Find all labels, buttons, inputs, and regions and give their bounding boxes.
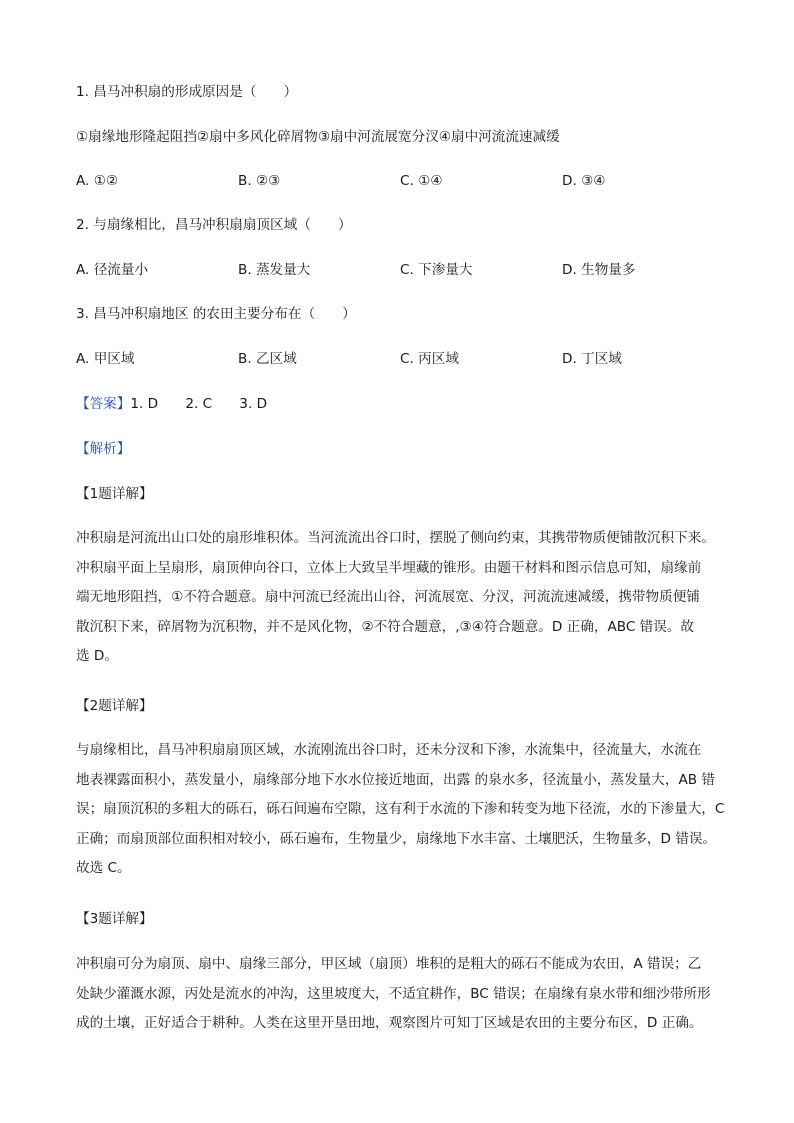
detail-1-line: 冲积扇是河流出山口处的扇形堆积体。当河流流出谷口时，摆脱了侧向约束，其携带物质便铺散沉积下来。 <box>76 530 715 546</box>
question-1-option-c: C. ①④ <box>400 173 443 189</box>
detail-2-line: 误；扇顶沉积的多粗大的砾石，砾石间遍布空隙，这有利于水流的下渗和转变为地下径流，水的下渗量大，C <box>76 801 725 818</box>
question-2-stem: 2. 与扇缘相比，昌马冲积扇扇顶区域（ ） <box>76 217 352 233</box>
detail-2-heading: 【2题详解】 <box>76 698 153 714</box>
detail-1-line: 选 D。 <box>76 648 118 665</box>
detail-3-line: 冲积扇可分为扇顶、扇中、扇缘三部分，甲区域（扇顶）堆积的是粗大的砾石不能成为农田，A 错误；乙 <box>76 956 702 972</box>
question-2-option-b: B. 蒸发量大 <box>238 262 311 278</box>
detail-3-line: 处缺少灌溉水源，丙处是流水的冲沟，这里坡度大，不适宜耕作，BC 错误；在扇缘有泉水带和细沙带所形 <box>76 985 711 1002</box>
detail-1-line: 散沉积下来，碎屑物为沉积物，并不是风化物，②不符合题意，,③④符合题意。D 正确，ABC 错误。故 <box>76 618 695 635</box>
detail-2-line: 故选 C。 <box>76 860 131 877</box>
question-2-option-a: A. 径流量小 <box>76 262 149 278</box>
question-1-statements: ①扇缘地形隆起阻挡②扇中多风化碎屑物③扇中河流展宽分汊④扇中河流流速减缓 <box>76 129 560 145</box>
detail-1-body <box>76 524 724 672</box>
question-3-option-c: C. 丙区域 <box>400 351 459 367</box>
question-1-option-d: D. ③④ <box>562 173 606 189</box>
question-3-stem: 3. 昌马冲积扇地区 的农田主要分布在（ ） <box>76 306 356 322</box>
detail-1-line: 端无地形阻挡，①不符合题意。扇中河流已经流出山谷，河流展宽、分汊，河流流速减缓，携带物质便铺 <box>76 589 700 606</box>
question-1-stem: 1. 昌马冲积扇的形成原因是（ ） <box>76 84 298 100</box>
question-2-option-d: D. 生物量多 <box>562 262 636 278</box>
question-1-option-b: B. ②③ <box>238 173 281 189</box>
detail-1-line: 冲积扇平面上呈扇形，扇顶伸向谷口，立体上大致呈半埋藏的锥形。由题干材料和图示信息可知，扇缘前 <box>76 559 702 576</box>
answer-values: 1. D 2. C 3. D <box>130 396 268 412</box>
question-3-option-a: A. 甲区域 <box>76 351 135 367</box>
detail-2-line: 与扇缘相比，昌马冲积扇扇顶区域，水流刚流出谷口时，还未分汊和下渗，水流集中，径流量大，水流在 <box>76 742 702 758</box>
question-1-option-a: A. ①② <box>76 173 119 189</box>
question-2-option-c: C. 下渗量大 <box>400 262 473 278</box>
analysis-label: 【解析】 <box>76 441 131 457</box>
question-3-option-d: D. 丁区域 <box>562 351 622 367</box>
detail-2-body <box>76 736 724 884</box>
detail-3-line: 成的土壤，正好适合于耕种。人类在这里开垦田地，观察图片可知丁区域是农田的主要分布区，D 正确。 <box>76 1015 703 1032</box>
detail-1-heading: 【1题详解】 <box>76 486 153 502</box>
detail-3-heading: 【3题详解】 <box>76 911 153 927</box>
detail-2-line: 地表裸露面积小，蒸发量小，扇缘部分地下水水位接近地面，出露 的泉水多，径流量小，蒸发量大，AB 错 <box>76 771 715 788</box>
question-3-option-b: B. 乙区域 <box>238 351 297 367</box>
detail-2-line: 正确；而扇顶部位面积相对较小，砾石遍布，生物量少，扇缘地下水丰富、土壤肥沃，生物量多，D 错误。 <box>76 830 717 847</box>
answer-label: 【答案】 <box>76 396 131 412</box>
detail-3-body <box>76 950 724 1039</box>
answer-row <box>76 394 267 414</box>
